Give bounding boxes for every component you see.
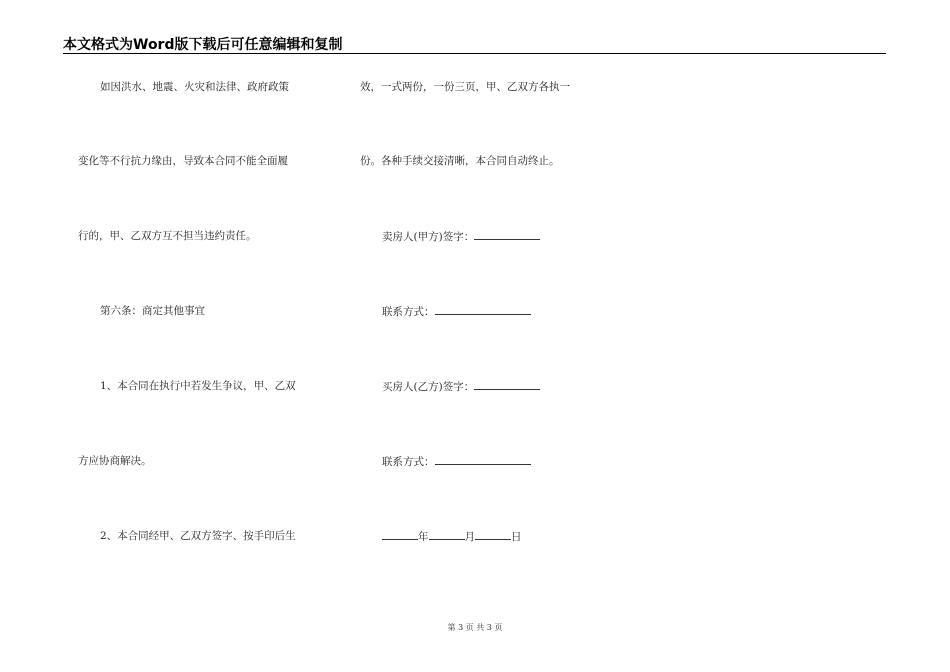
left-line-6: 方应协商解决。 bbox=[78, 455, 152, 467]
seller-signature-blank bbox=[474, 229, 540, 240]
document-header: 本文格式为Word版下载后可任意编辑和复制 bbox=[63, 37, 343, 53]
right-line-1: 效，一式两份，一份三页，甲、乙双方各执一 bbox=[360, 81, 570, 93]
right-line-2: 份。各种手续交接清晰，本合同自动终止。 bbox=[360, 155, 560, 167]
left-line-5: 1、本合同在执行中若发生争议，甲、乙双 bbox=[100, 380, 296, 392]
month-blank bbox=[429, 529, 465, 540]
seller-contact-label: 联系方式： bbox=[382, 306, 435, 318]
date-day-label: 日 bbox=[511, 531, 522, 543]
buyer-contact-label: 联系方式： bbox=[382, 456, 435, 468]
buyer-signature-blank bbox=[474, 379, 540, 390]
left-line-2: 变化等不行抗力缘由，导致本合同不能全面履 bbox=[78, 155, 288, 167]
buyer-contact-row bbox=[382, 454, 531, 469]
year-blank bbox=[382, 529, 418, 540]
seller-sign-label: 卖房人(甲方)签字： bbox=[382, 231, 475, 243]
date-year-label: 年 bbox=[418, 531, 429, 543]
seller-contact-blank bbox=[435, 304, 531, 315]
buyer-contact-blank bbox=[435, 454, 531, 465]
left-line-7: 2、本合同经甲、乙双方签字、按手印后生 bbox=[100, 530, 296, 542]
header-divider bbox=[63, 53, 886, 54]
buyer-sign-label: 买房人(乙方)签字： bbox=[382, 381, 475, 393]
left-line-1: 如因洪水、地震、火灾和法律、政府政策 bbox=[100, 81, 289, 93]
left-line-3: 行的，甲、乙双方互不担当违约责任。 bbox=[78, 230, 257, 242]
date-month-label: 月 bbox=[464, 531, 475, 543]
day-blank bbox=[475, 529, 511, 540]
date-row bbox=[382, 529, 522, 544]
buyer-signature-row bbox=[382, 379, 540, 394]
article-six-heading: 第六条：商定其他事宜 bbox=[100, 305, 205, 317]
seller-contact-row bbox=[382, 304, 531, 319]
seller-signature-row bbox=[382, 229, 540, 244]
page-footer: 第 3 页 共 3 页 bbox=[447, 623, 503, 632]
